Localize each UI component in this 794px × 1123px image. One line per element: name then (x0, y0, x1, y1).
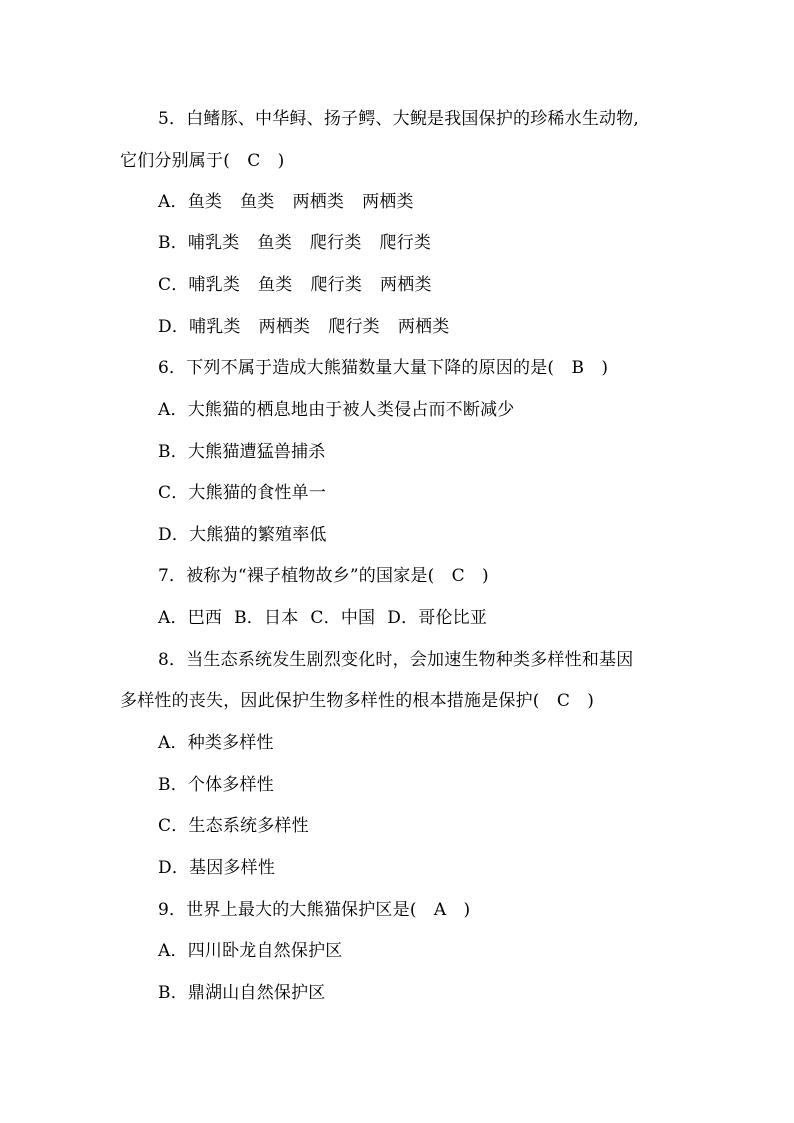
option-part: 两栖类 (397, 317, 450, 337)
question-6-option-b (158, 440, 326, 464)
option-text: 大熊猫遭猛兽捕杀 (187, 442, 326, 462)
question-6-option-c (158, 481, 326, 505)
option-label: B． (158, 775, 188, 795)
option-part: 两栖类 (292, 192, 345, 212)
option-part: 两栖类 (362, 192, 414, 212)
option-label: A． (158, 733, 188, 753)
option-part: 哺乳类 (188, 275, 241, 295)
question-6-stem: 6．下列不属于造成大熊猫数量大量下降的原因的是( B ) (158, 358, 609, 378)
option-text: 四川卧龙自然保护区 (187, 941, 343, 961)
option-text: 哥伦比亚 (418, 608, 488, 628)
option-label: C． (158, 483, 189, 503)
option-label: D． (158, 858, 190, 878)
option-label: C． (310, 608, 341, 628)
question-7-options (158, 606, 487, 630)
option-label: A． (158, 400, 188, 420)
question-8-stem-line2: 多样性的丧失，因此保护生物多样性的根本措施是保护( C ) (120, 691, 595, 711)
question-8-option-a (158, 731, 274, 755)
option-label: B． (158, 983, 188, 1003)
option-part: 鱼类 (187, 192, 223, 212)
option-text: 大熊猫的繁殖率低 (189, 525, 327, 545)
option-label: B． (158, 233, 188, 253)
option-text: 鼎湖山自然保护区 (187, 983, 326, 1003)
question-5-option-a (158, 190, 414, 214)
option-text: 个体多样性 (187, 775, 274, 795)
question-8-option-c (158, 814, 309, 838)
option-text: 种类多样性 (187, 733, 274, 753)
question-5-stem-line1: 5．白鳍豚、中华鲟、扬子鳄、大鲵是我国保护的珍稀水生动物, (158, 109, 640, 129)
question-5-option-c (158, 273, 432, 297)
option-label: C． (158, 275, 189, 295)
question-6-option-d (158, 523, 327, 547)
option-label: A． (158, 192, 188, 212)
question-9-option-a (158, 939, 343, 963)
option-part: 鱼类 (240, 192, 275, 212)
option-part: 爬行类 (328, 317, 380, 337)
question-5-option-d (158, 315, 449, 339)
option-label: B． (158, 442, 188, 462)
option-text: 日本 (264, 608, 299, 628)
option-label: C． (158, 816, 189, 836)
option-text: 基因多样性 (189, 858, 276, 878)
question-9-stem: 9．世界上最大的大熊猫保护区是( A ) (158, 900, 471, 920)
option-label: B． (234, 608, 264, 628)
question-8-option-b (158, 773, 274, 797)
question-9-option-b (158, 981, 326, 1005)
option-text: 中国 (340, 608, 376, 628)
option-part: 鱼类 (258, 275, 293, 295)
option-part: 哺乳类 (189, 317, 241, 337)
option-label: A． (158, 941, 188, 961)
option-part: 爬行类 (309, 233, 362, 253)
question-8-option-d (158, 856, 275, 880)
option-part: 两栖类 (258, 317, 311, 337)
option-text: 生态系统多样性 (188, 816, 309, 836)
option-part: 爬行类 (379, 233, 432, 253)
option-part: 爬行类 (310, 275, 363, 295)
option-text: 巴西 (187, 608, 223, 628)
question-7-stem: 7．被称为“裸子植物故乡”的国家是( C ) (158, 566, 489, 586)
option-label: A． (158, 608, 188, 628)
question-5-option-b (158, 231, 431, 255)
question-5-stem-line2: 它们分别属于( C ) (120, 151, 285, 171)
option-part: 鱼类 (257, 233, 292, 253)
option-label: D． (387, 608, 419, 628)
option-text: 大熊猫的食性单一 (188, 483, 327, 503)
question-6-option-a (158, 398, 515, 422)
option-label: D． (158, 525, 190, 545)
option-label: D． (158, 317, 190, 337)
question-8-stem-line1: 8．当生态系统发生剧烈变化时，会加速生物种类多样性和基因 (158, 650, 634, 670)
option-part: 两栖类 (380, 275, 432, 295)
option-part: 哺乳类 (187, 233, 240, 253)
option-text: 大熊猫的栖息地由于被人类侵占而不断减少 (187, 400, 515, 420)
